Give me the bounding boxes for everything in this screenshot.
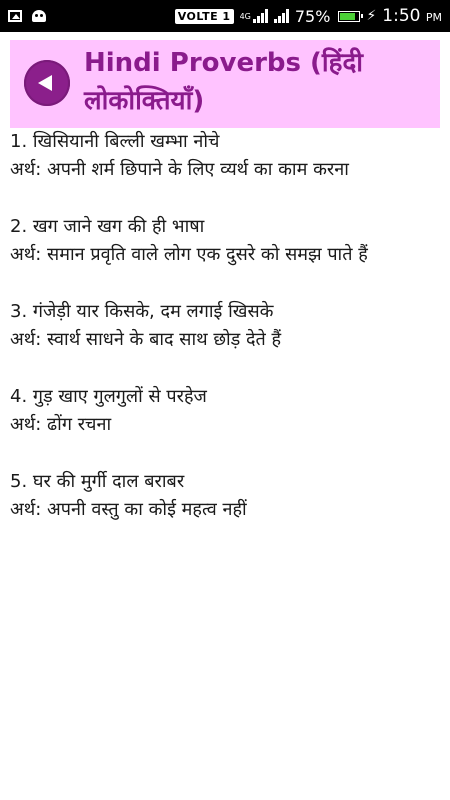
status-right	[175, 6, 442, 26]
list-item	[10, 383, 445, 439]
image-icon	[8, 10, 22, 22]
status-left	[8, 10, 46, 22]
list-item	[10, 468, 445, 524]
battery-fill	[340, 13, 355, 20]
proverb-meaning: अर्थ: अपनी शर्म छिपाने के लिए व्यर्थ का काम करना	[10, 159, 349, 180]
proverb-text: 3. गंजेड़ी यार किसके, दम लगाई खिसके	[10, 301, 274, 322]
battery-icon	[338, 11, 360, 22]
status-bar	[0, 0, 450, 32]
charging-icon: ⚡	[366, 8, 377, 24]
proverb-meaning: अर्थ: अपनी वस्तु का कोई महत्व नहीं	[10, 499, 247, 520]
proverb-text: 4. गुड़ खाए गुलगुलों से परहेज	[10, 386, 207, 407]
back-arrow-icon	[38, 75, 52, 91]
clock	[382, 6, 442, 26]
signal-icon	[253, 9, 268, 23]
android-icon	[32, 10, 46, 22]
back-button[interactable]	[24, 60, 70, 106]
proverb-meaning: अर्थ: समान प्रवृति वाले लोग एक दुसरे को समझ पाते हैं	[10, 244, 368, 265]
proverb-text: 5. घर की मुर्गी दाल बराबर	[10, 471, 185, 492]
list-item	[10, 213, 445, 269]
battery-percent: 75%	[294, 6, 331, 26]
clock-ampm: PM	[425, 11, 442, 24]
page-title: Hindi Proverbs (हिंदी लोकोक्तियाँ)	[84, 48, 364, 116]
signal-icon-2	[274, 9, 289, 23]
network-type: 4G	[239, 11, 251, 21]
list-item	[10, 128, 445, 184]
app-header	[10, 40, 440, 128]
proverb-list	[10, 128, 445, 553]
list-item	[10, 298, 445, 354]
proverb-meaning: अर्थ: स्वार्थ साधने के बाद साथ छोड़ देते हैं	[10, 329, 282, 350]
proverb-text: 1. खिसियानी बिल्ली खम्भा नोचे	[10, 131, 220, 152]
proverb-meaning: अर्थ: ढोंग रचना	[10, 414, 112, 435]
proverb-text: 2. खग जाने खग की ही भाषा	[10, 216, 205, 237]
volte-badge: VOLTE 1	[175, 9, 234, 24]
clock-time: 1:50	[382, 6, 421, 26]
